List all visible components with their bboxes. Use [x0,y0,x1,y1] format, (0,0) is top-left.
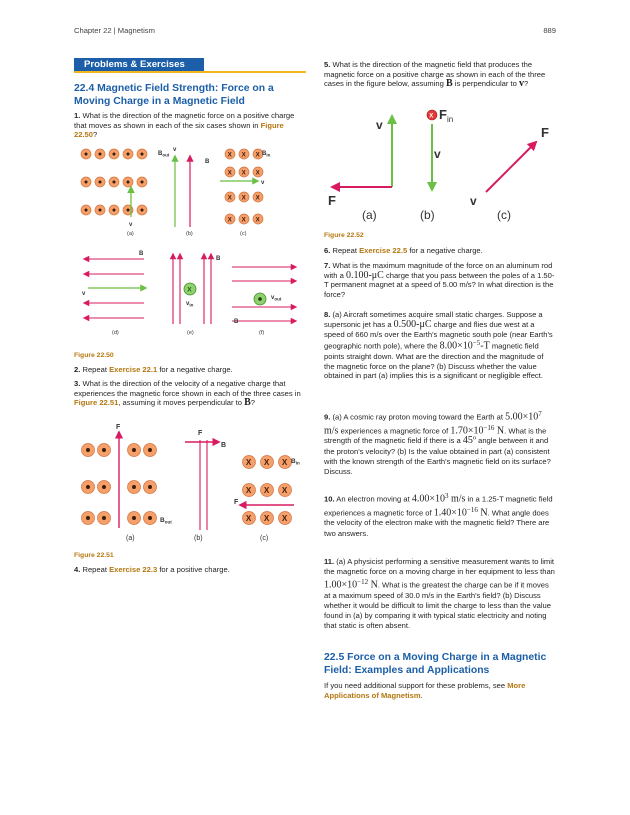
problem-10-unit: m/s [448,493,466,505]
problem-11-unit: N [368,579,378,591]
field-out-dot [85,181,88,184]
field-in-cross: X [241,194,246,202]
fig50-a-v: v [129,222,133,228]
problem-2-end: for a negative charge. [157,365,233,374]
panel-c-crosses [225,149,263,224]
field-out-dot [141,209,144,212]
problem-11-end: . What is the greatest the charge can be if it moves at a maximum speed of 30.0 m/s in the Earth's field? (b) Discuss whether it would be difficult to limit the charge to less than the value found in (a) by comparing it with typical static electricity and noting that static is often absent. [324,580,551,630]
figure-22-52 [324,104,556,224]
fig51-c-label: (c) [260,535,269,542]
problem-6-text: Repeat [330,246,360,255]
problem-8-exp2: −5 [472,339,481,348]
problem-11-exp: −12 [357,578,369,586]
problem-9-unit2: N [494,425,505,437]
field-out-dot [148,516,152,520]
field-out-dot [127,153,130,156]
problem-5-v: v [518,78,524,90]
figure-22-50 [74,142,306,342]
fig51-panel-c-crosses [243,456,292,525]
problem-6-number: 6. [324,246,331,255]
section-22-5-title: 22.5 Force on a Moving Charge in a Magnetic Field: Examples and Applications [324,652,547,676]
fig50-e-b: B [216,256,221,262]
fig51-c-bin: $B_{in}$ [291,458,300,466]
problem-9-number: 9. [324,412,331,422]
fig50-e-vin: $v_{in}$ [186,301,194,308]
fig50-d-b: B [139,251,144,257]
problem-3-mid: , assuming it moves perpendicular to [118,398,245,408]
exercise-22-5-link[interactable]: Exercise 22.5 [359,246,408,255]
fig50-e-label: (e) [187,330,194,336]
field-in-cross: X [241,216,246,224]
panel-a-dots [81,149,147,215]
problem-6 [324,246,556,256]
field-out-dot [99,181,102,184]
fig52-a-label: (a) [362,208,377,222]
field-in-cross: X [281,485,288,495]
problem-4-end: for a positive charge. [157,565,230,574]
problem-11 [324,557,556,631]
field-out-dot [148,448,152,452]
problem-4-number: 4. [74,565,81,574]
exercise-22-1-link[interactable]: Exercise 22.1 [109,365,158,374]
field-in-cross: X [227,151,232,159]
problem-7 [324,261,556,299]
fig50-b-label: (b) [186,231,193,237]
field-in-cross: X [255,151,260,159]
field-in-cross: X [263,457,270,467]
problem-9-exp2: −16 [483,423,495,432]
field-in-cross: X [245,457,252,467]
figure-22-51-link[interactable]: Figure 22.51 [74,398,119,408]
field-out-dot [86,516,90,520]
problem-4-text: Repeat [80,565,110,574]
problem-10-exp2: −16 [466,505,478,514]
problem-8-text: (a) Aircraft sometimes acquire small static charges. Suppose a supersonic jet has a [324,310,543,329]
problem-11-text: (a) A physicist performing a sensitive measurement wants to limit the magnetic force on a moving charge in her equipment to less than [324,557,555,576]
fig50-f-vout: $v_{out}$ [271,295,282,302]
problem-10-number: 10. [324,494,335,504]
problem-1 [74,111,306,140]
problem-2 [74,365,306,375]
banner-underline [74,71,306,73]
fig50-b-b: B [205,159,210,165]
fig52-c-f: F [541,125,549,140]
field-out-dot [99,209,102,212]
field-in-cross: X [245,485,252,495]
field-out-dot [113,209,116,212]
fig52-c-label: (c) [497,208,511,222]
problem-9-math2: 1.70×10 [450,425,484,437]
fig52-c-v: v [470,194,477,208]
problem-10-math: 4.00×10 [411,493,445,505]
field-in-cross: X [241,151,246,159]
fig50-d-v: v [82,291,86,297]
problem-10-unit2: N [477,507,488,519]
problem-7-text: What is the maximum magnitude of the force on an aluminum rod with a [324,261,553,280]
problem-2-number: 2. [74,365,81,374]
field-out-dot [85,209,88,212]
field-in-cross: X [227,216,232,224]
problem-7-number: 7. [324,261,331,270]
problem-10-text: An electron moving at [334,494,412,504]
field-in-cross: X [281,457,288,467]
field-out-dot [127,181,130,184]
field-in-cross: X [241,169,246,177]
figure-22-52-caption: Figure 22.52 [324,232,364,239]
fig50-c-v: v [261,180,265,186]
problem-8-math: 0.500-μC [393,318,432,330]
problem-9-text: (a) A cosmic ray proton moving toward the Earth at [330,412,506,422]
support-end: . [420,690,423,700]
field-in-cross: X [245,513,252,523]
fig50-a-label: (a) [127,231,134,237]
field-out-dot [102,516,106,520]
problem-3-number: 3. [74,379,81,388]
problem-9-text3: . What is the strength of the magnetic field if there is a [324,426,547,446]
fig52-b-v: v [434,147,441,161]
field-in-cross: X [263,485,270,495]
field-out-dot [132,516,136,520]
problem-10 [324,491,556,539]
fig52-a-f: F [328,193,336,208]
problem-9-unit: m/s [324,425,339,437]
problem-3-text: What is the direction of the velocity of a negative charge that experiences the magnetic force shown in each of the three cases in [74,379,301,398]
field-out-dot [141,153,144,156]
problems-banner: Problems & Exercises [74,58,204,72]
problem-9-text2: experiences a magnetic force of [338,426,451,436]
problem-10-math2: 1.40×10 [433,507,467,519]
field-out-dot [85,153,88,156]
field-out-dot [132,448,136,452]
field-in-cross: X [227,169,232,177]
problem-8-math2: 8.00×10 [439,340,473,352]
problem-4 [74,565,306,575]
fig50-f-b: B [234,319,239,325]
problem-1-end: ? [93,130,98,140]
fig51-c-f: F [234,499,239,506]
page-number: 889 [543,26,556,35]
field-in-cross: X [255,216,260,224]
fig51-b-label: (b) [194,535,203,542]
field-out-dot [99,153,102,156]
problem-5 [324,60,556,89]
field-in-cross: X [227,194,232,202]
problem-3 [74,379,306,408]
problem-11-number: 11. [324,557,335,566]
field-out-dot [127,209,130,212]
problem-9-math: 5.00×10 [505,411,539,423]
field-out-dot [113,181,116,184]
support-paragraph [324,681,556,700]
problem-9 [324,409,556,477]
fig52-b-label: (b) [420,208,435,222]
chapter-header: Chapter 22 | Magnetism [74,26,155,35]
field-out-dot [86,448,90,452]
problem-8-number: 8. [324,310,331,319]
fig50-e-x: X [187,286,192,294]
fig50-b-v: v [173,147,177,153]
fig50-f-label: (f) [259,330,265,336]
problem-5-number: 5. [324,60,331,69]
fig51-a-bout: $B_{out}$ [160,517,172,525]
problem-8-end: magnetic field points straight down. What are the direction and the magnitude of the magnetic force on the plane? (b) Discuss whether the value obtained in part (a) implies this is a significant or negligible effect. [324,341,544,381]
problem-9-end: angle between it and the proton's velocity? (b) Is the value obtained in part (a) consistent with the known strength of the Earth's magnetic field on its surface? Discuss. [324,436,551,477]
fig50-c-bin: $B_{in}$ [262,151,271,158]
problem-3-q: ? [250,398,256,408]
field-out-dot [86,485,90,489]
fig51-b-f: F [198,430,203,437]
field-in-cross: X [281,513,288,523]
fig52-b-x: X [429,113,434,120]
problem-10-exp: 3 [444,492,449,500]
field-out-dot [141,181,144,184]
field-out-dot [102,485,106,489]
section-22-4-title: 22.4 Magnetic Field Strength: Force on a Moving Charge in a Magnetic Field [74,83,274,107]
fig52-b-fin: $F_{in}$ [439,107,454,124]
problem-8-text2: charge and flies due west at a speed of 660 m/s over the Earth's magnetic south pole (near Earth's geographic north pole), where the [324,319,553,351]
problem-5-end: ? [523,79,529,89]
problem-10-end: . What angle does the velocity of the electron make with the magnetic field? There are two answers. [324,508,550,538]
field-out-dot [102,448,106,452]
fig52-a-v: v [376,118,383,132]
problem-1-text: What is the direction of the magnetic force on a positive charge that moves as shown in each of the six cases shown in [74,111,295,130]
more-applications-link[interactable]: More Applications of Magnetism [324,681,526,700]
field-out-dot [113,153,116,156]
field-in-cross: X [263,513,270,523]
exercise-22-3-link[interactable]: Exercise 22.3 [109,565,158,574]
problem-10-text2: in a 1.25-T magnetic field experiences a magnetic force of [324,494,553,518]
problem-7-end: charge that you pass between the poles of a 1.50-T permanent magnet at a speed of 5.00 m/s? In what direction is the force? [324,270,555,299]
problem-8-unit2: -T [480,340,490,352]
field-out-dot [132,485,136,489]
figure-22-50-caption: Figure 22.50 [74,352,114,359]
fig50-d-label: (d) [112,330,119,336]
figure-22-50-link[interactable]: Figure 22.50 [74,120,284,140]
problem-5-mid: is perpendicular to [452,79,519,89]
problem-9-angle: 45º [462,435,476,447]
fig50-c-label: (c) [240,231,247,237]
problem-8 [324,310,556,381]
fig50-a-bout: $B_{out}$ [158,151,170,158]
problem-1-number: 1. [74,111,81,120]
fig51-a-f: F [116,424,121,431]
figure-22-51 [74,420,306,545]
problem-2-text: Repeat [80,365,110,374]
problem-11-math: 1.00×10 [324,579,358,591]
field-in-cross: X [255,194,260,202]
problem-5-b: B [446,78,453,90]
fig51-a-label: (a) [126,535,135,542]
problem-3-b: B [244,397,251,409]
problem-6-end: for a negative charge. [407,246,483,255]
fig51-b-b: B [221,442,227,449]
field-out-dot [148,485,152,489]
figure-22-51-caption: Figure 22.51 [74,552,114,559]
problem-7-math: 0.100-μC [345,269,384,281]
support-text: If you need additional support for these problems, see [324,681,508,690]
problem-5-text: What is the direction of the magnetic field that produces the magnetic force on a positive charge as shown in each of the three cases in the figure below, assuming [324,60,546,89]
problem-9-exp: 7 [538,410,542,418]
field-in-cross: X [255,169,260,177]
